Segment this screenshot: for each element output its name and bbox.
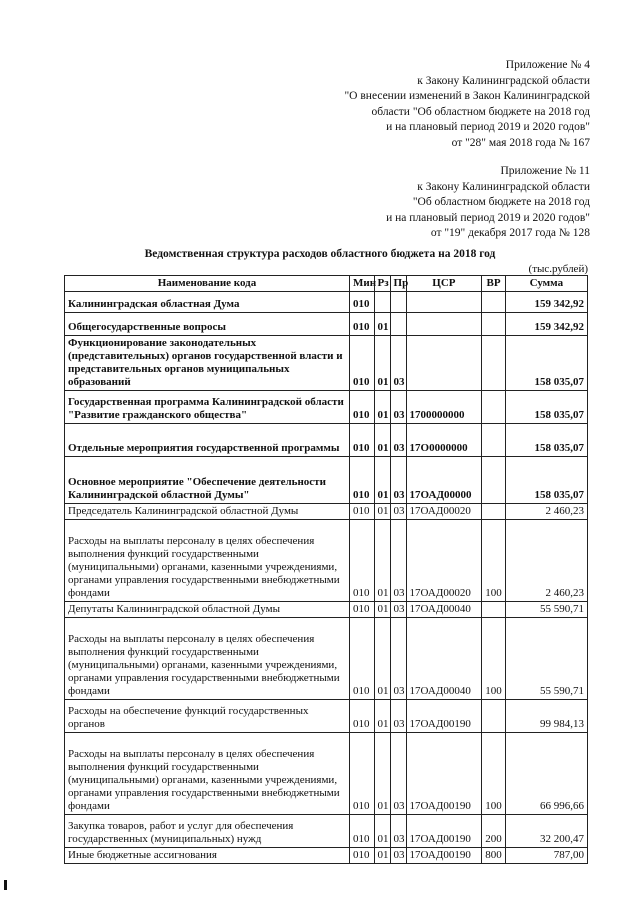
cell-pr <box>390 313 406 336</box>
cell-rz <box>374 292 390 313</box>
appendix-line: Приложение № 4 <box>505 59 590 71</box>
header-csr: ЦСР <box>406 276 482 292</box>
cell-sum: 158 035,07 <box>505 336 587 391</box>
cell-min: 010 <box>349 602 374 618</box>
table-row <box>65 618 588 700</box>
cell-vr: 100 <box>482 520 505 602</box>
cell-csr: 17ОАД00190 <box>406 733 482 815</box>
cell-name: Расходы на выплаты персоналу в целях обеспечения выполнения функций государственными (муниципальными) органами, казенными учреждениями, органами управления государственными внебюджетными фондами <box>65 520 350 602</box>
cell-min: 010 <box>349 520 374 602</box>
budget-table <box>64 275 588 864</box>
cell-vr <box>482 602 505 618</box>
cell-vr: 200 <box>482 815 505 848</box>
cell-min: 010 <box>349 457 374 504</box>
cell-rz: 01 <box>374 424 390 457</box>
cell-pr: 03 <box>390 618 406 700</box>
cell-min: 010 <box>349 618 374 700</box>
cell-sum: 787,00 <box>505 848 587 864</box>
cell-name: Председатель Калининградской областной Думы <box>65 504 350 520</box>
cell-vr: 100 <box>482 733 505 815</box>
cell-rz: 01 <box>374 848 390 864</box>
cell-vr <box>482 391 505 424</box>
appendix-line: области "Об областном бюджете на 2018 год <box>371 105 590 118</box>
header-pr: Пр <box>390 276 406 292</box>
cell-vr: 100 <box>482 618 505 700</box>
cell-rz: 01 <box>374 313 390 336</box>
cell-min: 010 <box>349 336 374 391</box>
cell-csr: 17ОАД00000 <box>406 457 482 504</box>
cell-rz: 01 <box>374 457 390 504</box>
header-vr: ВР <box>482 276 505 292</box>
appendix-line: от "19" декабря 2017 года № 128 <box>430 227 590 239</box>
appendix-line: к Закону Калининградской области <box>417 74 590 87</box>
appendix-line: Приложение № 11 <box>500 165 590 177</box>
cell-rz: 01 <box>374 700 390 733</box>
cell-name: Общегосударственные вопросы <box>65 313 350 336</box>
cell-rz: 01 <box>374 815 390 848</box>
cell-pr: 03 <box>390 520 406 602</box>
appendix-line: "Об областном бюджете на 2018 год <box>412 196 590 208</box>
cell-name: Основное мероприятие "Обеспечение деятельности Калининградской областной Думы" <box>65 457 350 504</box>
header-name: Наименование кода <box>65 276 350 292</box>
table-row <box>65 504 588 520</box>
cell-csr: 17О0000000 <box>406 424 482 457</box>
cell-name: Калининградская областная Дума <box>65 292 350 313</box>
cell-name: Отдельные мероприятия государственной программы <box>65 424 350 457</box>
cell-pr: 03 <box>390 391 406 424</box>
cell-csr: 17ОАД00020 <box>406 520 482 602</box>
cell-name: Иные бюджетные ассигнования <box>65 848 350 864</box>
table-row <box>65 733 588 815</box>
cell-vr <box>482 424 505 457</box>
cell-min: 010 <box>349 815 374 848</box>
cell-rz: 01 <box>374 336 390 391</box>
cell-rz: 01 <box>374 618 390 700</box>
cell-min: 010 <box>349 313 374 336</box>
scan-mark <box>4 880 7 890</box>
cell-csr <box>406 313 482 336</box>
cell-sum: 158 035,07 <box>505 424 587 457</box>
cell-name: Расходы на выплаты персоналу в целях обеспечения выполнения функций государственными (муниципальными) органами, казенными учреждениями, органами управления государственными внебюджетными фондами <box>65 733 350 815</box>
cell-name: Закупка товаров, работ и услуг для обеспечения государственных (муниципальных) нужд <box>65 815 350 848</box>
table-row <box>65 313 588 336</box>
appendix-line: "О внесении изменений в Закон Калининградской <box>344 90 590 102</box>
cell-sum: 99 984,13 <box>505 700 587 733</box>
cell-sum: 66 996,66 <box>505 733 587 815</box>
appendix-original-block <box>386 164 590 242</box>
cell-pr: 03 <box>390 848 406 864</box>
cell-sum: 32 200,47 <box>505 815 587 848</box>
cell-csr <box>406 292 482 313</box>
table-row <box>65 336 588 391</box>
header-rz: Рз <box>374 276 390 292</box>
cell-vr <box>482 313 505 336</box>
cell-rz: 01 <box>374 391 390 424</box>
header-sum: Сумма <box>505 276 587 292</box>
cell-csr: 1700000000 <box>406 391 482 424</box>
cell-sum: 158 035,07 <box>505 391 587 424</box>
cell-pr: 03 <box>390 700 406 733</box>
cell-min: 010 <box>349 733 374 815</box>
cell-min: 010 <box>349 424 374 457</box>
cell-csr <box>406 336 482 391</box>
cell-sum: 55 590,71 <box>505 602 587 618</box>
cell-pr: 03 <box>390 815 406 848</box>
cell-csr: 17ОАД00190 <box>406 815 482 848</box>
cell-pr: 03 <box>390 457 406 504</box>
cell-name: Депутаты Калининградской областной Думы <box>65 602 350 618</box>
cell-csr: 17ОАД00020 <box>406 504 482 520</box>
cell-vr: 800 <box>482 848 505 864</box>
cell-min: 010 <box>349 848 374 864</box>
cell-name: Расходы на обеспечение функций государственных органов <box>65 700 350 733</box>
cell-csr: 17ОАД00040 <box>406 602 482 618</box>
cell-name: Функционирование законодательных (представительных) органов государственной власти и представительных органов муниципальных образований <box>65 336 350 391</box>
cell-rz: 01 <box>374 602 390 618</box>
unit-label: (тыс.рублей) <box>528 263 588 275</box>
cell-sum: 159 342,92 <box>505 313 587 336</box>
table-row <box>65 815 588 848</box>
table-row <box>65 848 588 864</box>
table-row <box>65 292 588 313</box>
cell-pr: 03 <box>390 733 406 815</box>
cell-vr <box>482 700 505 733</box>
cell-vr <box>482 292 505 313</box>
appendix-line: и на плановый период 2019 и 2020 годов" <box>386 211 590 224</box>
cell-sum: 2 460,23 <box>505 504 587 520</box>
cell-vr <box>482 504 505 520</box>
cell-min: 010 <box>349 700 374 733</box>
appendix-line: и на плановый период 2019 и 2020 годов" <box>386 121 590 133</box>
cell-sum: 55 590,71 <box>505 618 587 700</box>
table-row <box>65 700 588 733</box>
cell-pr: 03 <box>390 602 406 618</box>
cell-csr: 17ОАД00190 <box>406 700 482 733</box>
cell-min: 010 <box>349 391 374 424</box>
cell-rz: 01 <box>374 733 390 815</box>
table-header-row <box>65 276 588 292</box>
cell-vr <box>482 457 505 504</box>
cell-csr: 17ОАД00040 <box>406 618 482 700</box>
appendix-line: от "28" мая 2018 года № 167 <box>451 136 590 149</box>
table-row <box>65 602 588 618</box>
table-row <box>65 391 588 424</box>
appendix-current-block <box>344 58 590 151</box>
cell-min: 010 <box>349 504 374 520</box>
cell-pr <box>390 292 406 313</box>
cell-vr <box>482 336 505 391</box>
cell-pr: 03 <box>390 504 406 520</box>
cell-sum: 159 342,92 <box>505 292 587 313</box>
table-row <box>65 520 588 602</box>
appendix-line: к Закону Калининградской области <box>417 180 590 193</box>
table-row <box>65 457 588 504</box>
cell-pr: 03 <box>390 424 406 457</box>
cell-name: Расходы на выплаты персоналу в целях обеспечения выполнения функций государственными (муниципальными) органами, казенными учреждениями, органами управления государственными внебюджетными фондами <box>65 618 350 700</box>
cell-name: Государственная программа Калининградской области "Развитие гражданского общества" <box>65 391 350 424</box>
document-title: Ведомственная структура расходов областного бюджета на 2018 год <box>144 248 496 260</box>
header-min: Мин <box>349 276 374 292</box>
cell-min: 010 <box>349 292 374 313</box>
cell-csr: 17ОАД00190 <box>406 848 482 864</box>
cell-rz: 01 <box>374 504 390 520</box>
cell-rz: 01 <box>374 520 390 602</box>
cell-pr: 03 <box>390 336 406 391</box>
cell-sum: 2 460,23 <box>505 520 587 602</box>
table-row <box>65 424 588 457</box>
cell-sum: 158 035,07 <box>505 457 587 504</box>
